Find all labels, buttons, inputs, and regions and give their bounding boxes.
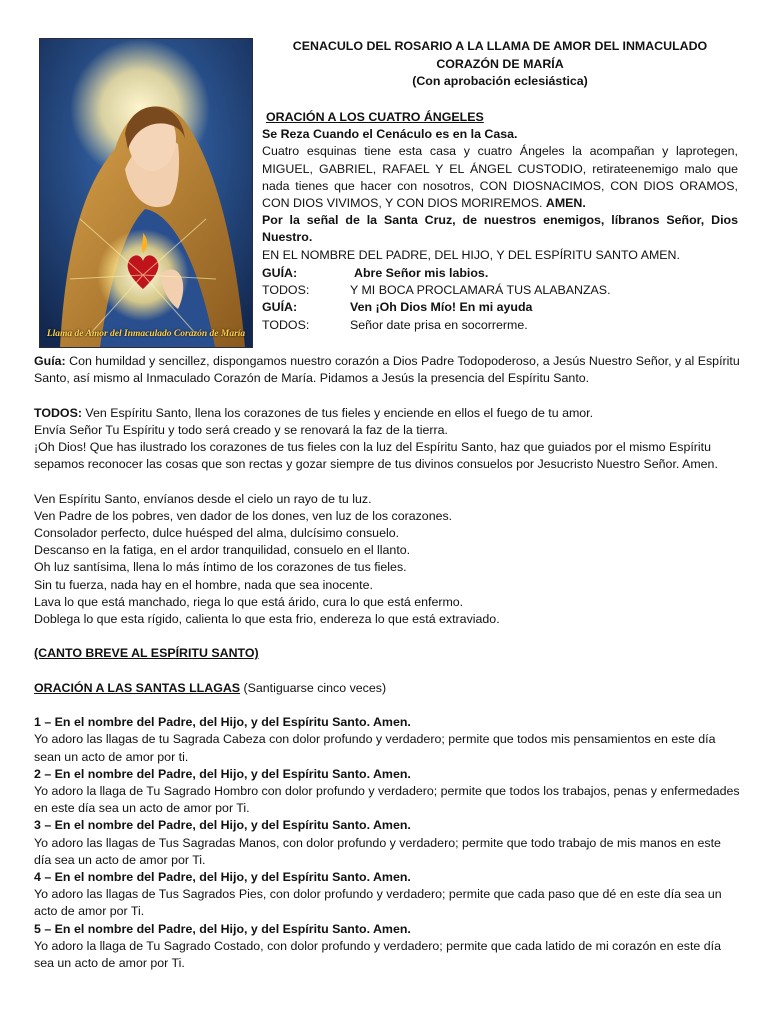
llaga-item-head: 1 – En el nombre del Padre, del Hijo, y del Espíritu Santo. Amen. [34, 715, 411, 730]
response-row [262, 317, 738, 334]
llaga-item-head: 2 – En el nombre del Padre, del Hijo, y del Espíritu Santo. Amen. [34, 766, 411, 781]
angels-body-text: Cuatro esquinas tiene esta casa y cuatro Ángeles la acompañan y laprotegen, MIGUEL, GABRIEL, RAFAEL Y EL ÁNGEL CUSTODIO, retirateenemigo malo que nada tienes que hacer con nosotros, CON DIOSNACIMOS, CON DIOS ORAMOS, CON DIOS VIVIMOS, Y CON DIOS MORIREMOS. [262, 144, 738, 211]
response-text: Señor date prisa en socorrerme. [350, 317, 528, 332]
angels-prayer [262, 109, 738, 264]
header-title-line-1: CENACULO DEL ROSARIO A LA LLAMA DE AMOR DEL INMACULADO [292, 39, 708, 53]
llagas-title: ORACIÓN A LAS SANTAS LLAGAS [34, 680, 241, 695]
veni-line: Consolador perfecto, dulce huésped del alma, dulcísimo consuelo. [34, 526, 400, 540]
veni-line: Doblega lo que esta rígido, calienta lo que esta frio, endereza lo que está extraviado. [34, 612, 500, 627]
main-text [34, 353, 740, 972]
llaga-item-text: Yo adoro las llagas de Tus Sagrados Pies, con dolor profundo y verdadero; permite que cada paso que dé en este día sea un acto de amor por Ti. [34, 887, 722, 919]
veni-line: Sin tu fuerza, nada hay en el hombre, nada que sea inocente. [34, 577, 373, 592]
response-text: Ven ¡Oh Dios Mío! En mi ayuda [350, 300, 533, 315]
header-approval: (Con aprobación eclesiástica) [412, 74, 588, 88]
todos-line-1: Ven Espíritu Santo, llena los corazones de tus fieles y enciende en ellos el fuego de tu amor. [81, 405, 594, 420]
header-title-line-2: CORAZÓN DE MARÍA [436, 56, 564, 71]
veni-line: Descanso en la fatiga, en el ardor tranquilidad, consuelo en el llanto. [34, 543, 411, 558]
veni-line: Ven Espíritu Santo, envíanos desde el cielo un rayo de tu luz. [34, 491, 372, 506]
llaga-item-text: Yo adoro las llagas de tu Sagrada Cabeza con dolor profundo y verdadero; permite que todos mis pensamientos en este día sean un acto de amor por ti. [34, 732, 716, 764]
angels-trinity: EN EL NOMBRE DEL PADRE, DEL HIJO, Y DEL ESPÍRITU SANTO AMEN. [262, 247, 680, 262]
responses-list [262, 265, 738, 334]
response-speaker: GUÍA: [262, 266, 298, 280]
llagas-note: (Santiguarse cinco veces) [240, 680, 387, 695]
angels-subtitle: Se Reza Cuando el Cenáculo es en la Casa. [262, 127, 518, 142]
llaga-item-head: 4 – En el nombre del Padre, del Hijo, y del Espíritu Santo. Amen. [34, 870, 411, 885]
response-row [262, 265, 738, 282]
angels-body [262, 143, 738, 212]
todos-line-2: Envía Señor Tu Espíritu y todo será creado y se renovará la faz de la tierra. [34, 422, 448, 437]
llagas-heading [34, 680, 740, 697]
guia-text: Con humildad y sencillez, dispongamos nuestro corazón a Dios Padre Todopoderoso, a Jesús Nuestro Señor, y al Espíritu Santo, así mismo al Inmaculado Corazón de María. Pidamos a Jesús la presencia del Espíritu Santo. [34, 354, 740, 386]
guia-paragraph [34, 353, 740, 387]
veni-line: Oh luz santísima, llena lo más íntimo de los corazones de tus fieles. [34, 560, 407, 575]
angels-title: ORACIÓN A LOS CUATRO ÁNGELES [266, 110, 484, 124]
response-text: Abre Señor mis labios. [354, 266, 489, 280]
document-header [262, 38, 738, 91]
todos-paragraph [34, 405, 740, 422]
response-row [262, 299, 738, 316]
response-row [262, 282, 738, 299]
llaga-item-head: 5 – En el nombre del Padre, del Hijo, y del Espíritu Santo. Amen. [34, 921, 411, 936]
canto-heading: (CANTO BREVE AL ESPÍRITU SANTO) [34, 646, 259, 661]
veni-line: Lava lo que está manchado, riega lo que está árido, cura lo que está enfermo. [34, 594, 464, 609]
guia-label: Guía: [34, 354, 66, 368]
virgin-mary-image [39, 38, 253, 348]
response-speaker: TODOS: [262, 283, 310, 298]
response-speaker: GUÍA: [262, 300, 298, 315]
todos-label: TODOS: [34, 405, 82, 420]
veni-line: Ven Padre de los pobres, ven dador de los dones, ven luz de los corazones. [34, 508, 453, 523]
virgin-mary-illustration [40, 39, 252, 347]
angels-cross: Por la señal de la Santa Cruz, de nuestros enemigos, líbranos Señor, Dios Nuestro. [262, 213, 738, 245]
llaga-item-text: Yo adoro la llaga de Tu Sagrado Hombro con dolor profundo y verdadero; permite que todos los trabajos, penas y enfermedades en este día sea un acto de amor por Ti. [34, 784, 740, 816]
response-text: Y MI BOCA PROCLAMARÁ TUS ALABANZAS. [350, 283, 611, 298]
todos-line-3: ¡Oh Dios! Que has ilustrado los corazones de tus fieles con la luz del Espíritu Santo, haz que guiados por el mismo Espíritu sepamos reconocer las cosas que son rectas y gozar siempre de tus divinos consuelos por Jesucristo Nuestro Señor. Amen. [34, 440, 718, 472]
image-caption: Llama de Amor del Inmaculado Corazón de María [46, 328, 246, 339]
llaga-item-text: Yo adoro las llagas de Tus Sagradas Manos, con dolor profundo y verdadero; permite que todo trabajo de mis manos en este día sea un acto de amor por Ti. [34, 835, 721, 867]
angels-amen: AMEN. [545, 196, 586, 211]
response-speaker: TODOS: [262, 317, 310, 332]
llaga-item-head: 3 – En el nombre del Padre, del Hijo, y del Espíritu Santo. Amen. [34, 818, 411, 833]
llaga-item-text: Yo adoro la llaga de Tu Sagrado Costado, con dolor profundo y verdadero; permite que cada latido de mi corazón en este día sea un acto de amor por Ti. [34, 938, 721, 971]
